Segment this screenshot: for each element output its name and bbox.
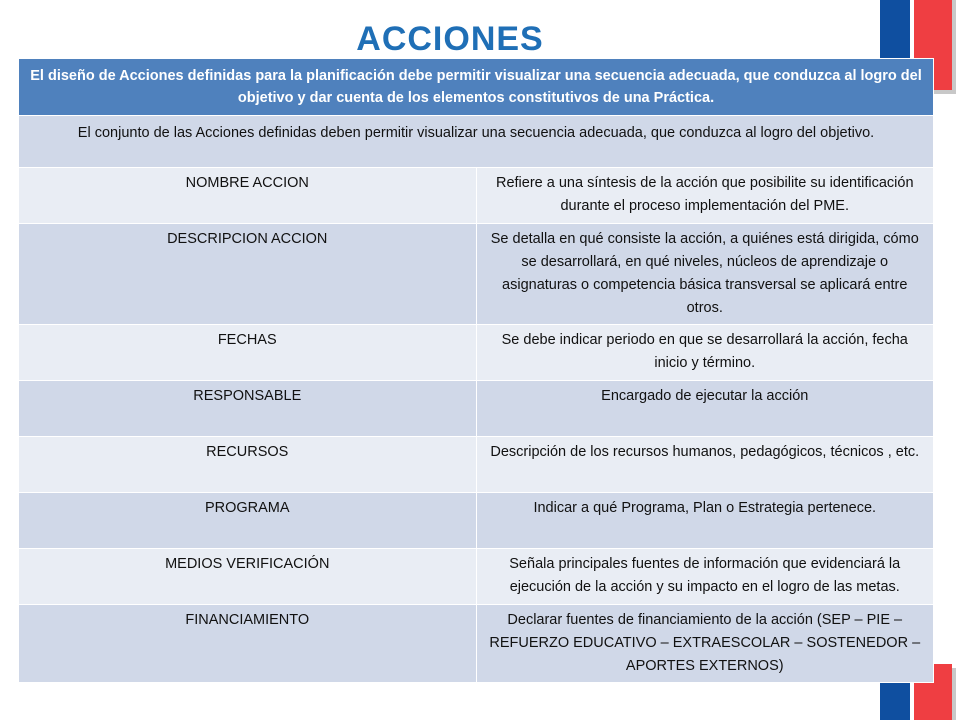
row-description: Descripción de los recursos humanos, pedagógicos, técnicos , etc. — [476, 437, 934, 493]
table-row — [19, 437, 934, 493]
page-title: ACCIONES — [356, 20, 544, 58]
row-label: DESCRIPCION ACCION — [19, 224, 477, 325]
table-row — [19, 224, 934, 325]
actions-table — [18, 58, 934, 683]
row-label: FECHAS — [19, 325, 477, 381]
table-row — [19, 549, 934, 605]
row-description: Refiere a una síntesis de la acción que posibilite su identificación durante el proceso implementación del PME. — [476, 168, 934, 224]
table-row — [19, 605, 934, 683]
row-label: FINANCIAMIENTO — [19, 605, 477, 683]
header-text: El diseño de Acciones definidas para la planificación debe permitir visualizar una secuencia adecuada, que conduzca al logro del objetivo y dar cuenta de los elementos constitutivos de una Práctica. — [19, 59, 934, 116]
row-description: Encargado de ejecutar la acción — [476, 381, 934, 437]
row-description: Se detalla en qué consiste la acción, a quiénes está dirigida, cómo se desarrollará, en qué niveles, núcleos de aprendizaje o asignaturas o competencia básica transversal se aplicará entre otros. — [476, 224, 934, 325]
table-row — [19, 381, 934, 437]
row-description: Se debe indicar periodo en que se desarrollará la acción, fecha inicio y término. — [476, 325, 934, 381]
table-row — [19, 325, 934, 381]
row-description: Señala principales fuentes de información que evidenciará la ejecución de la acción y su impacto en el logro de las metas. — [476, 549, 934, 605]
table-row — [19, 168, 934, 224]
table-header-row — [19, 59, 934, 116]
row-label: MEDIOS VERIFICACIÓN — [19, 549, 477, 605]
table-row — [19, 493, 934, 549]
row-label: RECURSOS — [19, 437, 477, 493]
intro-text: El conjunto de las Acciones definidas deben permitir visualizar una secuencia adecuada, que conduzca al logro del objetivo. — [19, 116, 934, 168]
row-label: NOMBRE ACCION — [19, 168, 477, 224]
row-label: RESPONSABLE — [19, 381, 477, 437]
row-label: PROGRAMA — [19, 493, 477, 549]
row-description: Indicar a qué Programa, Plan o Estrategia pertenece. — [476, 493, 934, 549]
intro-row — [19, 116, 934, 168]
row-description: Declarar fuentes de financiamiento de la acción (SEP – PIE – REFUERZO EDUCATIVO – EXTRAESCOLAR – SOSTENEDOR – APORTES EXTERNOS) — [476, 605, 934, 683]
